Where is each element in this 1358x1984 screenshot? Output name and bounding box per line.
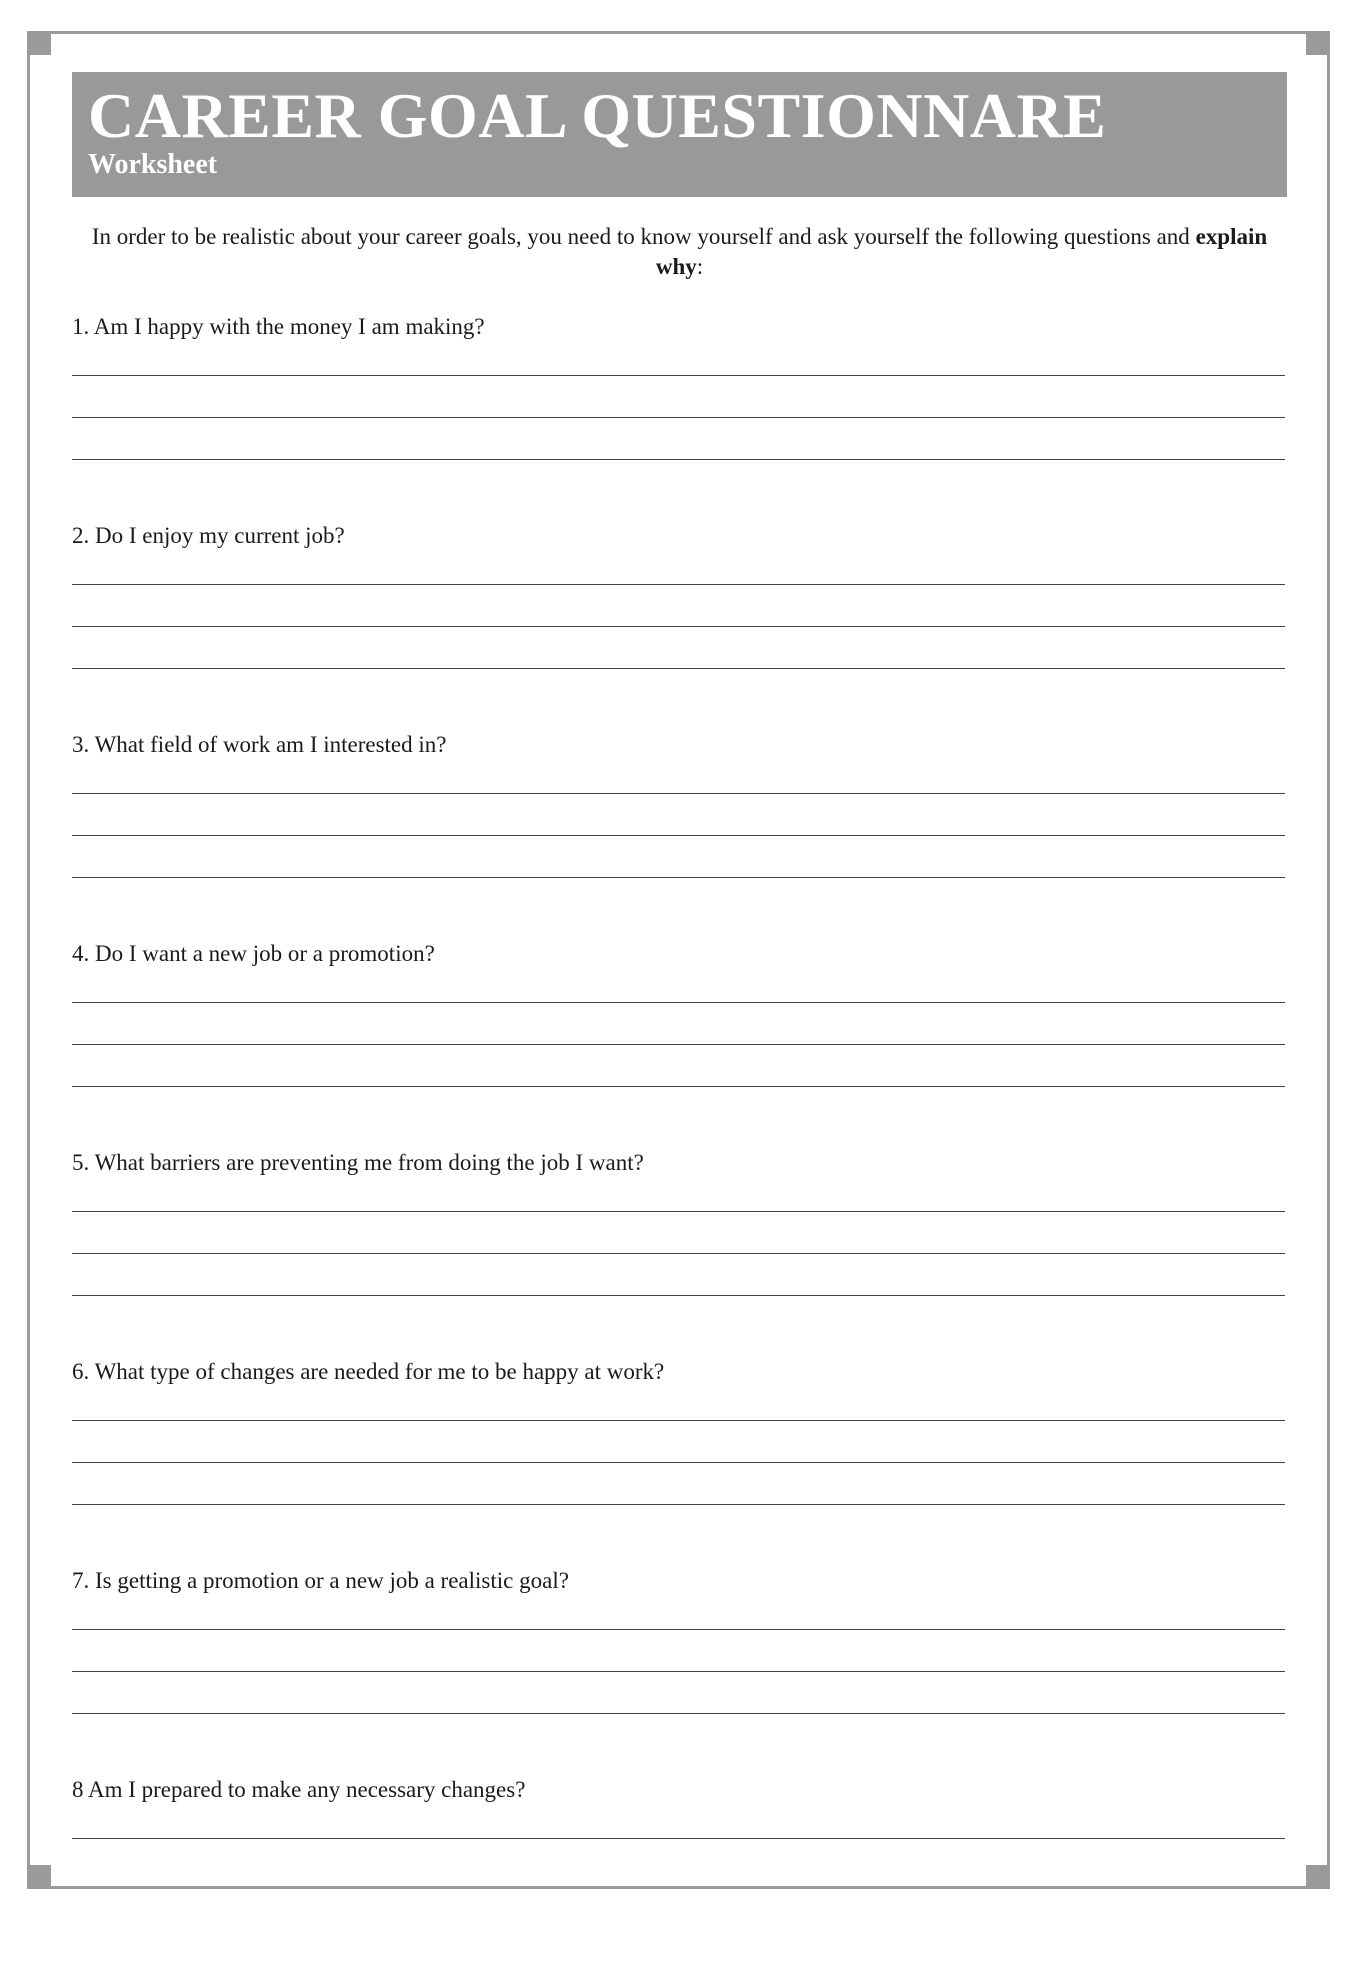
intro-emphasis: explain why: [655, 224, 1268, 279]
question-text: 5. What barriers are preventing me from doing the job I want?: [72, 1150, 644, 1175]
intro-text-end: :: [696, 254, 704, 279]
answer-line[interactable]: [72, 584, 1285, 585]
answer-line[interactable]: [72, 417, 1285, 418]
page-title: CAREER GOAL QUESTIONNARE: [88, 80, 1107, 151]
answer-line[interactable]: [72, 1295, 1285, 1296]
title-banner: [72, 72, 1287, 197]
question-item: [72, 312, 1287, 521]
answer-line[interactable]: [72, 626, 1285, 627]
answer-line[interactable]: [72, 459, 1285, 460]
corner-ornament-bottom-right: [1306, 1865, 1330, 1889]
answer-line[interactable]: [72, 877, 1285, 878]
question-text: 8 Am I prepared to make any necessary changes?: [72, 1777, 526, 1802]
intro-text: In order to be realistic about your career goals, you need to know yourself and ask yourself the following questions and: [91, 224, 1196, 249]
answer-line[interactable]: [72, 375, 1285, 376]
answer-line[interactable]: [72, 1671, 1285, 1672]
answer-line[interactable]: [72, 1838, 1285, 1839]
answer-line[interactable]: [72, 1420, 1285, 1421]
intro-paragraph: [72, 222, 1287, 282]
answer-line[interactable]: [72, 1002, 1285, 1003]
answer-line[interactable]: [72, 1086, 1285, 1087]
question-text: 7. Is getting a promotion or a new job a realistic goal?: [72, 1568, 569, 1593]
answer-line[interactable]: [72, 1253, 1285, 1254]
answer-line[interactable]: [72, 793, 1285, 794]
answer-line[interactable]: [72, 1713, 1285, 1714]
corner-ornament-bottom-left: [27, 1865, 51, 1889]
corner-ornament-top-left: [27, 31, 51, 55]
question-item: [72, 730, 1287, 939]
question-item: [72, 1357, 1287, 1566]
question-text: 3. What field of work am I interested in?: [72, 732, 447, 757]
answer-line[interactable]: [72, 1044, 1285, 1045]
question-text: 2. Do I enjoy my current job?: [72, 523, 345, 548]
answer-line[interactable]: [72, 668, 1285, 669]
question-text: 6. What type of changes are needed for me to be happy at work?: [72, 1359, 665, 1384]
answer-line[interactable]: [72, 1462, 1285, 1463]
page-subtitle: Worksheet: [88, 149, 218, 180]
answer-line[interactable]: [72, 1629, 1285, 1630]
answer-line[interactable]: [72, 1504, 1285, 1505]
answer-line[interactable]: [72, 835, 1285, 836]
question-text: 4. Do I want a new job or a promotion?: [72, 941, 435, 966]
question-item: [72, 939, 1287, 1148]
question-text: 1. Am I happy with the money I am making?: [72, 314, 485, 339]
question-item: [72, 1148, 1287, 1357]
corner-ornament-top-right: [1306, 31, 1330, 55]
question-item: [72, 1566, 1287, 1775]
question-list: [72, 312, 1287, 1984]
question-item: [72, 521, 1287, 730]
question-item: [72, 1775, 1287, 1984]
answer-line[interactable]: [72, 1211, 1285, 1212]
